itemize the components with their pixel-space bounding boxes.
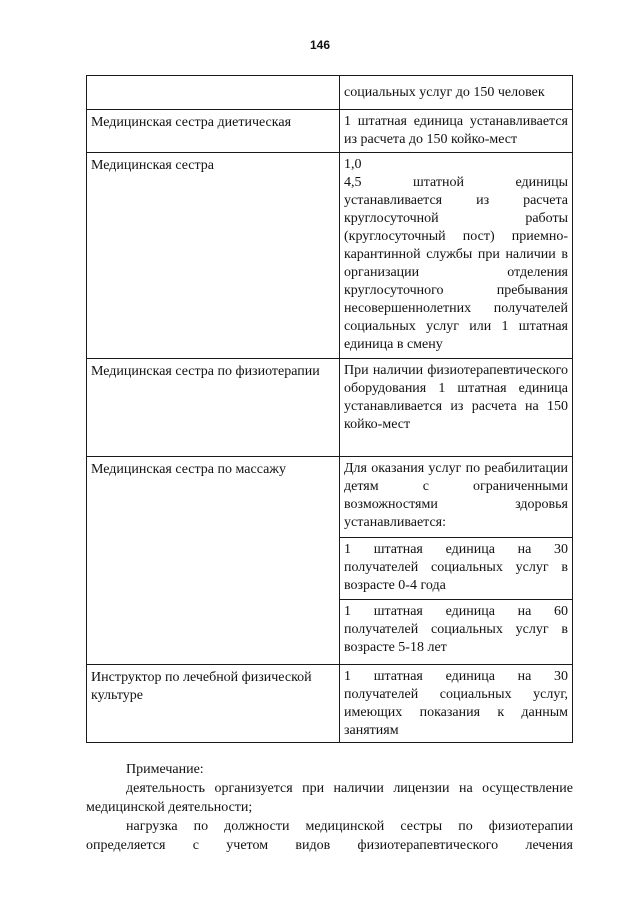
norm-text: При наличии физиотерапевтического оборудования 1 штатная единица устанавливается из расчета на 150 койко-мест	[344, 363, 568, 432]
norm-text: 4,5 штатной единицы устанавливается из расчета круглосуточной работы (круглосуточный пост) приемно-карантинной службы при наличии в организации отделения круглосуточного пребывания несовершеннолетних получателей социальных услуг или 1 штатная единица в смену	[344, 175, 568, 352]
note-item: нагрузка по должности медицинской сестры по физиотерапии определяется с учетом видов физиотерапевтического лечения	[86, 819, 573, 853]
notes-heading: Примечание:	[126, 762, 204, 777]
table-row	[87, 76, 573, 110]
norm-cell	[340, 76, 573, 110]
position-cell: Медицинская сестра по физиотерапии	[87, 359, 340, 457]
notes-section	[86, 760, 573, 855]
norm-value: 1,0	[344, 157, 362, 172]
table-row	[87, 359, 573, 457]
staffing-table	[86, 75, 573, 743]
note-item: деятельность организуется при наличии лицензии на осуществление медицинской деятельности;	[86, 781, 573, 815]
norm-text: 1 штатная единица устанавливается из расчета до 150 койко-мест	[344, 114, 568, 147]
table-row	[87, 665, 573, 743]
norm-cell	[340, 359, 573, 457]
norm-intro: Для оказания услуг по реабилитации детям с ограниченными возможностями здоровья устанавливается:	[344, 461, 568, 530]
norm-subitem: 1 штатная единица на 60 получателей социальных услуг в возрасте 5-18 лет	[340, 599, 572, 661]
norm-cell	[340, 665, 573, 743]
position-cell	[87, 76, 340, 110]
norm-cell	[340, 153, 573, 359]
norm-text: 1 штатная единица на 30 получателей социальных услуг, имеющих показания к данным занятиям	[344, 669, 568, 738]
norm-cell	[340, 110, 573, 153]
norm-cell	[340, 457, 573, 665]
norm-block	[340, 153, 572, 356]
table-row	[87, 457, 573, 665]
position-cell: Инструктор по лечебной физической культуре	[87, 665, 340, 743]
position-cell: Медицинская сестра	[87, 153, 340, 359]
page-number: 146	[309, 38, 331, 52]
table-row	[87, 153, 573, 359]
norm-subitem: 1 штатная единица на 30 получателей социальных услуг в возрасте 0-4 года	[340, 537, 572, 599]
norm-text: социальных услуг до 150 человек	[344, 85, 545, 100]
table-row	[87, 110, 573, 153]
position-cell: Медицинская сестра по массажу	[87, 457, 340, 665]
position-cell: Медицинская сестра диетическая	[87, 110, 340, 153]
